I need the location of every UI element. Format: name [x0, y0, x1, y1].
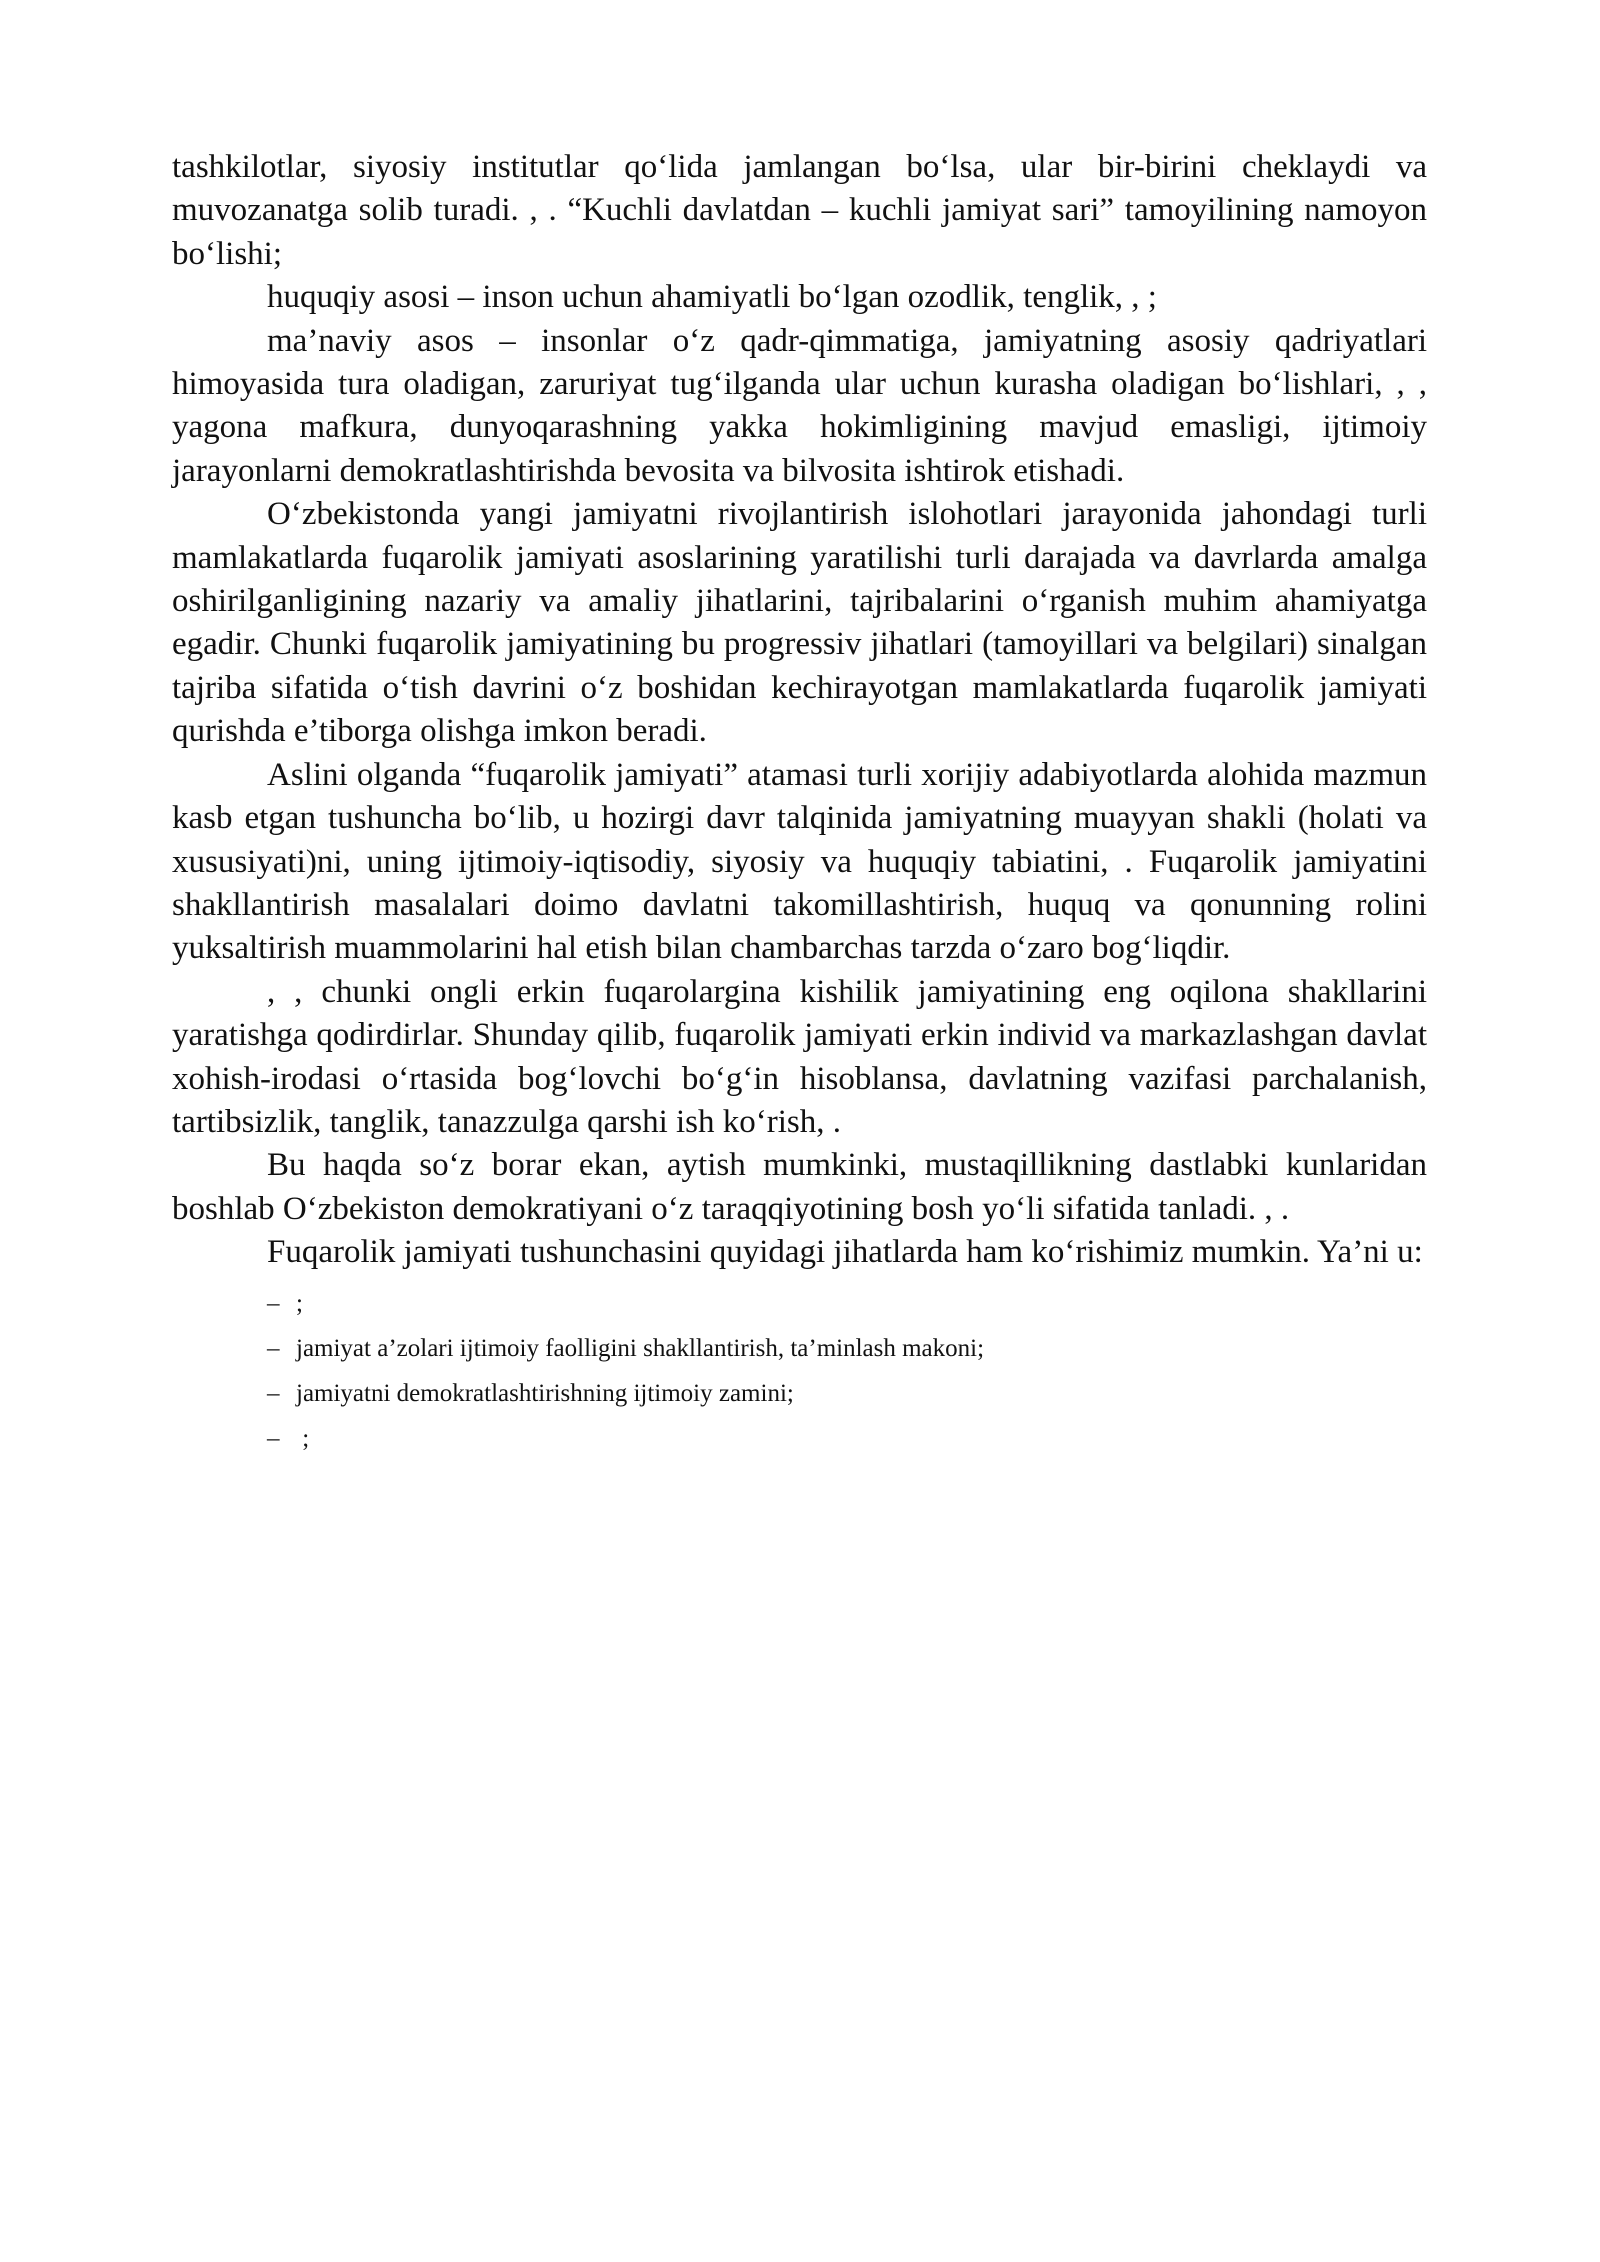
list-item-text: jamiyat a’zolari ijtimoiy faolligini shakllantirish, ta’minlash makoni;	[296, 1334, 985, 1362]
dash-list	[172, 1281, 1427, 1461]
paragraph: tashkilotlar, siyosiy institutlar qo‘lida jamlangan bo‘lsa, ular bir-birini cheklaydi va muvozanatga solib turadi. , . “Kuchli davlatdan – kuchli jamiyat sari” tamoyilining namoyon bo‘lishi;	[172, 149, 1427, 272]
paragraph: Fuqarolik jamiyati tushunchasini quyidagi jihatlarda ham ko‘rishimiz mumkin. Ya’ni u:	[267, 1234, 1423, 1271]
document-page	[172, 146, 1427, 1461]
list-item-text: ;	[296, 1289, 303, 1317]
list-item	[172, 1416, 1427, 1461]
paragraph: ma’naviy asos – insonlar o‘z qadr-qimmatiga, jamiyatning asosiy qadriyatlari himoyasida tura oladigan, zaruriyat tug‘ilganda ular uchun kurasha oladigan bo‘lishlari, , , yagona mafkura, dunyoqarashning yakka hokimligining mavjud emasligi, ijtimoiy jarayonlarni demokratlashtirishda bevosita va bilvosita ishtirok etishadi.	[172, 322, 1427, 489]
dash-marker: –	[267, 1424, 280, 1452]
list-item	[172, 1326, 1427, 1371]
list-item	[172, 1371, 1427, 1416]
paragraph: Aslini olganda “fuqarolik jamiyati” atamasi turli xorijiy adabiyotlarda alohida mazmun kasb etgan tushuncha bo‘lib, u hozirgi davr talqinida jamiyatning muayyan shakli (holati va xususiyati)ni, uning ijtimoiy-iqtisodiy, siyosiy va huquqiy tabiatini, . Fuqarolik jamiyatini shakllantirish masalalari doimo davlatni takomillashtirish, huquq va qonunning rolini yuksaltirish muammolarini hal etish bilan chambarchas tarzda o‘zaro bog‘liqdir.	[172, 756, 1427, 967]
paragraph: O‘zbekistonda yangi jamiyatni rivojlantirish islohotlari jarayonida jahondagi turli mamlakatlarda fuqarolik jamiyati asoslarining yaratilishi turli darajada va davrlarda amalga oshirilganligining nazariy va amaliy jihatlarini, tajribalarini o‘rganish muhim ahamiyatga egadir. Chunki fuqarolik jamiyatining bu progressiv jihatlari (tamoyillari va belgilari) sinalgan tajriba sifatida o‘tish davrini o‘z boshidan kechirayotgan mamlakatlarda fuqarolik jamiyati qurishda e’tiborga olishga imkon beradi.	[172, 496, 1427, 750]
paragraph: Bu haqda so‘z borar ekan, aytish mumkinki, mustaqillikning dastlabki kunlaridan boshlab O‘zbekiston demokratiyani o‘z taraqqiyotining bosh yo‘li sifatida tanladi. , .	[172, 1147, 1427, 1227]
paragraph: huquqiy asosi – inson uchun ahamiyatli bo‘lgan ozodlik, tenglik, , ;	[267, 279, 1157, 316]
list-item-text: ;	[296, 1424, 310, 1452]
list-item-text: jamiyatni demokratlashtirishning ijtimoiy zamini;	[296, 1379, 794, 1407]
list-item	[172, 1281, 1427, 1326]
dash-marker: –	[267, 1379, 280, 1407]
dash-marker: –	[267, 1289, 280, 1317]
paragraph: , , chunki ongli erkin fuqarolargina kishilik jamiyatining eng oqilona shakllarini yaratishga qodirdirlar. Shunday qilib, fuqarolik jamiyati erkin individ va markazlashgan davlat xohish-irodasi o‘rtasida bog‘lovchi bo‘g‘in hisoblansa, davlatning vazifasi parchalanish, tartibsizlik, tanglik, tanazzulga qarshi ish ko‘rish, .	[172, 973, 1427, 1140]
dash-marker: –	[267, 1334, 280, 1362]
